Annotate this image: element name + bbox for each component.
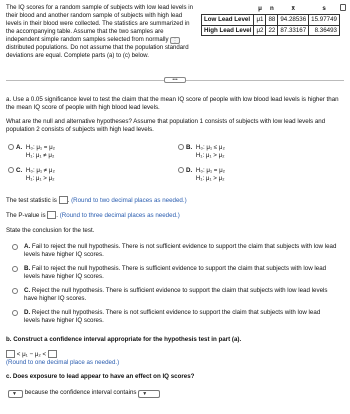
table-cell: 88 [266, 14, 278, 25]
hypothesis-option-d[interactable]: D. H₀: μ₁ = μ₂ H₁: μ₁ > μ₂ [178, 167, 225, 183]
conclusion-option-b[interactable]: B. Fail to reject the null hypothesis. There is sufficient evidence to support the claim that subjects with low lead levels have higher IQ scores. [12, 265, 337, 281]
hypothesis-option-b[interactable]: B. H₀: μ₁ ≤ μ₂ H₁: μ₁ > μ₂ [178, 144, 225, 160]
effect-dropdown[interactable] [8, 390, 23, 398]
effect-row: ▼ because the confidence interval contains ▼ [8, 389, 160, 398]
dropdown-arrow-icon: ▼ [142, 391, 148, 397]
conclusion-option-c[interactable]: C. Reject the null hypothesis. There is sufficient evidence to support the claim that subjects with low lead levels have higher IQ scores. [12, 287, 337, 303]
radio-button[interactable] [12, 266, 18, 272]
problem-intro: The IQ scores for a random sample of subjects with low lead levels in their blood and another random sample of subjects with high lead levels in their blood were collected. The statistics are summarized in the accompanying table. Assume that the two samples are independent simple random samples selected from normally distributed populations. Do not assume that the population standard deviations are equal. Complete parts (a) to (c) below. [6, 4, 193, 60]
ci-lower-input[interactable] [6, 350, 15, 358]
table-row [202, 14, 340, 25]
table-header: n [270, 5, 274, 12]
table-cell: μ1 [254, 14, 266, 25]
table-row [202, 25, 340, 36]
table-cell: μ2 [254, 25, 266, 36]
scroll-handle-icon[interactable]: ⋮ [170, 37, 180, 44]
part-a-question: a. Use a 0.05 significance level to test the claim that the mean IQ score of people with low blood lead levels is higher than the mean IQ score of people with high blood lead levels. [6, 96, 339, 112]
radio-button[interactable] [178, 167, 184, 173]
table-cell: 22 [266, 25, 278, 36]
interval-contains-dropdown[interactable] [138, 390, 160, 398]
table-cell: 87.33167 [278, 25, 309, 36]
table-header-row [202, 4, 340, 14]
pvalue-input[interactable] [47, 211, 56, 219]
conclusion-option-a[interactable]: A. Fail to reject the null hypothesis. There is not sufficient evidence to support the claim that subjects with low lead levels have higher IQ scores. [12, 243, 337, 259]
hypothesis-option-a[interactable]: A. H₀: μ₁ = μ₂ H₁: μ₁ ≠ μ₂ [8, 144, 55, 160]
conclusion-option-d[interactable]: D. Reject the null hypothesis. There is not sufficient evidence to support the claim that subjects with low lead levels have higher IQ scores. [12, 309, 337, 325]
copy-table-icon[interactable] [340, 4, 346, 11]
radio-button[interactable] [8, 167, 14, 173]
ci-upper-input[interactable] [48, 350, 57, 358]
radio-button[interactable] [12, 244, 18, 250]
ci-round-hint: (Round to one decimal place as needed.) [6, 359, 120, 366]
test-statistic-row: The test statistic is . (Round to two decimal places as needed.) [6, 197, 187, 204]
row-label: High Lead Level [202, 25, 254, 36]
test-statistic-input[interactable] [59, 196, 68, 204]
part-c-question: c. Does exposure to lead appear to have an effect on IQ scores? [6, 373, 195, 380]
hypothesis-question: What are the null and alternative hypotheses? Assume that population 1 consists of subjects with low lead levels and population 2 consists of subjects with high lead levels. [6, 118, 326, 134]
dropdown-arrow-icon: ▼ [12, 391, 17, 397]
row-label: Low Lead Level [202, 14, 254, 25]
part-b-question: b. Construct a confidence interval appropriate for the hypothesis test in part (a). [6, 336, 242, 343]
expand-more-button[interactable]: ••• [164, 77, 186, 83]
conclusion-prompt: State the conclusion for the test. [6, 227, 95, 234]
table-cell: 8.36493 [309, 25, 340, 36]
summary-table [201, 4, 340, 36]
hypothesis-option-c[interactable]: C. H₀: μ₁ ≠ μ₂ H₁: μ₁ > μ₂ [8, 167, 55, 183]
pvalue-row: The P-value is . (Round to three decimal places as needed.) [6, 212, 180, 219]
radio-button[interactable] [12, 288, 18, 294]
confidence-interval-row: < μ₁ − μ₂ < [6, 350, 57, 359]
table-header: μ [258, 5, 262, 12]
table-header: x̄ [291, 5, 295, 12]
table-cell: 15.97749 [309, 14, 340, 25]
radio-button[interactable] [178, 144, 184, 150]
table-cell: 94.28536 [278, 14, 309, 25]
table-header: s [322, 5, 326, 12]
radio-button[interactable] [12, 310, 18, 316]
radio-button[interactable] [8, 144, 14, 150]
